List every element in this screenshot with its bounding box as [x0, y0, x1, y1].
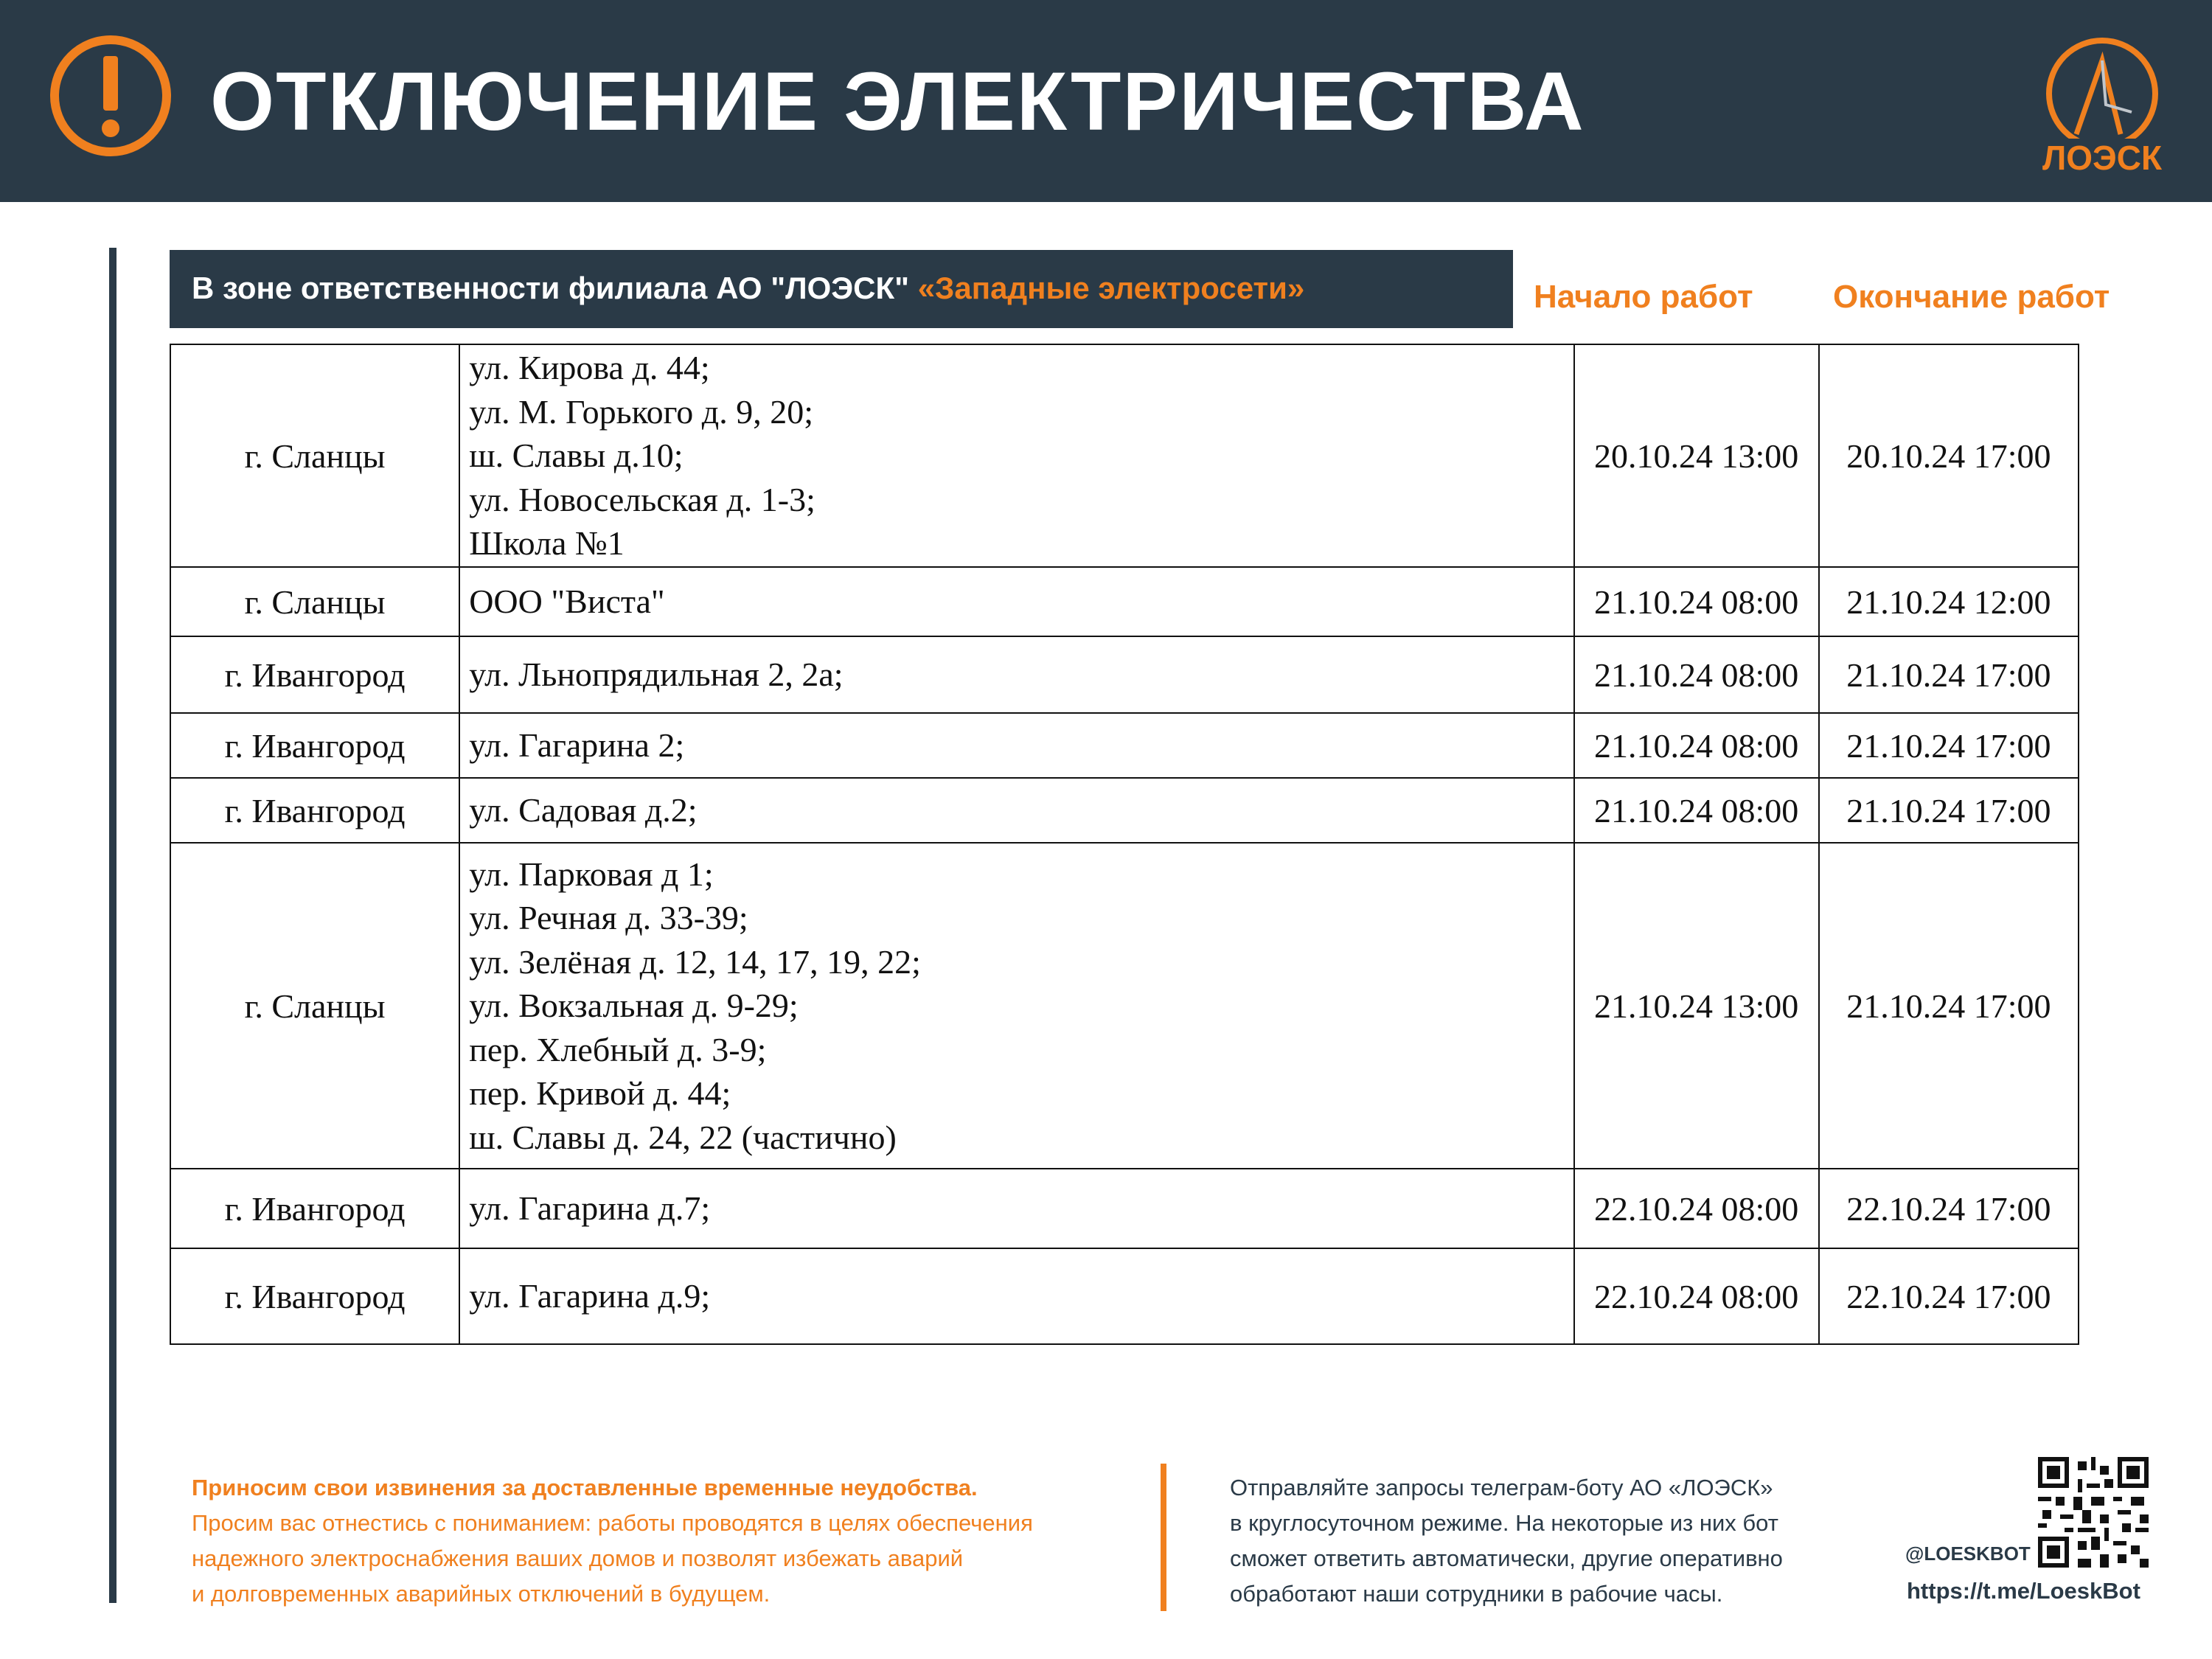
address-line: пер. Хлебный д. 3-9;	[469, 1030, 767, 1068]
zone-text	[192, 271, 1304, 306]
end-time-cell: 20.10.24 17:00	[1819, 344, 2079, 567]
start-time-cell: 22.10.24 08:00	[1574, 1169, 1819, 1248]
address-line: ул. Кирова д. 44;	[469, 349, 710, 387]
address-line: ул. Вокзальная д. 9-29;	[469, 987, 799, 1025]
address-line: ул. Гагарина 2;	[469, 726, 685, 765]
address-line: Школа №1	[469, 524, 625, 563]
address-cell	[459, 778, 1573, 843]
address-cell	[459, 1248, 1573, 1344]
bot-info-line: сможет ответить автоматически, другие оперативно	[1230, 1545, 1783, 1571]
header-bar	[0, 0, 2212, 202]
address-line: ул. М. Горького д. 9, 20;	[469, 392, 813, 431]
outage-schedule-table	[170, 344, 2079, 1345]
address-cell	[459, 567, 1573, 636]
address-line: ООО "Виста"	[469, 582, 665, 621]
address-line: ул. Садовая д.2;	[469, 791, 698, 830]
address-line: ул. Гагарина д.9;	[469, 1277, 711, 1315]
column-header-end: Окончание работ	[1833, 279, 2110, 315]
start-time-cell: 20.10.24 13:00	[1574, 344, 1819, 567]
table-row	[170, 1248, 2079, 1344]
table-row	[170, 843, 2079, 1169]
zone-banner	[170, 250, 1513, 328]
start-time-cell: 21.10.24 08:00	[1574, 778, 1819, 843]
bot-handle: @LOESKBOT	[1905, 1543, 2031, 1565]
table-row	[170, 713, 2079, 778]
end-time-cell: 21.10.24 17:00	[1819, 713, 2079, 778]
zone-branch: «Западные электросети»	[917, 271, 1305, 305]
logo-text: ЛОЭСК	[2042, 139, 2163, 177]
town-cell: г. Сланцы	[170, 567, 459, 636]
bot-link[interactable]: https://t.me/LoeskBot	[1907, 1578, 2140, 1604]
town-cell: г. Ивангород	[170, 713, 459, 778]
apology-line: Просим вас отнестись с пониманием: работы проводятся в целях обеспечения	[192, 1510, 1033, 1536]
address-cell	[459, 636, 1573, 713]
bot-info-line: обработают наши сотрудники в рабочие часы.	[1230, 1581, 1723, 1607]
apology-block	[192, 1470, 1033, 1612]
end-time-cell: 22.10.24 17:00	[1819, 1169, 2079, 1248]
bot-info-block	[1230, 1470, 1783, 1612]
loesk-logo	[2032, 31, 2172, 178]
column-header-start: Начало работ	[1534, 279, 1753, 315]
end-time-cell: 22.10.24 17:00	[1819, 1248, 2079, 1344]
warning-icon	[49, 34, 173, 158]
town-cell: г. Ивангород	[170, 778, 459, 843]
town-cell: г. Ивангород	[170, 636, 459, 713]
page-title: ОТКЛЮЧЕНИЕ ЭЛЕКТРИЧЕСТВА	[210, 55, 1585, 147]
start-time-cell: 21.10.24 08:00	[1574, 636, 1819, 713]
start-time-cell: 21.10.24 08:00	[1574, 713, 1819, 778]
bot-info-line: в круглосуточном режиме. На некоторые из них бот	[1230, 1510, 1778, 1536]
address-line: ул. Зелёная д. 12, 14, 17, 19, 22;	[469, 942, 921, 981]
table-row	[170, 778, 2079, 843]
table-row	[170, 344, 2079, 567]
address-line: ул. Гагарина д.7;	[469, 1189, 711, 1228]
apology-line: и долговременных аварийных отключений в будущем.	[192, 1581, 771, 1607]
town-cell: г. Сланцы	[170, 344, 459, 567]
town-cell: г. Ивангород	[170, 1169, 459, 1248]
address-cell	[459, 843, 1573, 1169]
start-time-cell: 22.10.24 08:00	[1574, 1248, 1819, 1344]
address-line: ул. Льнопрядильная 2, 2а;	[469, 655, 844, 694]
bot-info-line: Отправляйте запросы телеграм-боту АО «ЛОЭСК»	[1230, 1475, 1773, 1500]
town-cell: г. Сланцы	[170, 843, 459, 1169]
address-cell	[459, 713, 1573, 778]
table-row	[170, 567, 2079, 636]
address-line: ул. Новосельская д. 1-3;	[469, 480, 815, 518]
town-cell: г. Ивангород	[170, 1248, 459, 1344]
footer-divider	[1161, 1464, 1166, 1611]
zone-prefix: В зоне ответственности филиала АО "ЛОЭСК"	[192, 271, 910, 305]
left-divider	[109, 248, 116, 1603]
address-line: ш. Славы д. 24, 22 (частично)	[469, 1118, 897, 1156]
start-time-cell: 21.10.24 13:00	[1574, 843, 1819, 1169]
address-cell	[459, 1169, 1573, 1248]
start-time-cell: 21.10.24 08:00	[1574, 567, 1819, 636]
qr-code-icon[interactable]	[2038, 1457, 2149, 1568]
address-line: ул. Парковая д 1;	[469, 855, 714, 893]
apology-line: надежного электроснабжения ваших домов и позволят избежать аварий	[192, 1545, 964, 1571]
end-time-cell: 21.10.24 17:00	[1819, 778, 2079, 843]
address-line: пер. Кривой д. 44;	[469, 1074, 731, 1113]
apology-title: Приносим свои извинения за доставленные временные неудобства.	[192, 1475, 978, 1500]
table-row	[170, 636, 2079, 713]
end-time-cell: 21.10.24 17:00	[1819, 843, 2079, 1169]
end-time-cell: 21.10.24 12:00	[1819, 567, 2079, 636]
address-cell	[459, 344, 1573, 567]
table-row	[170, 1169, 2079, 1248]
address-line: ш. Славы д.10;	[469, 437, 684, 475]
address-line: ул. Речная д. 33-39;	[469, 899, 748, 937]
end-time-cell: 21.10.24 17:00	[1819, 636, 2079, 713]
